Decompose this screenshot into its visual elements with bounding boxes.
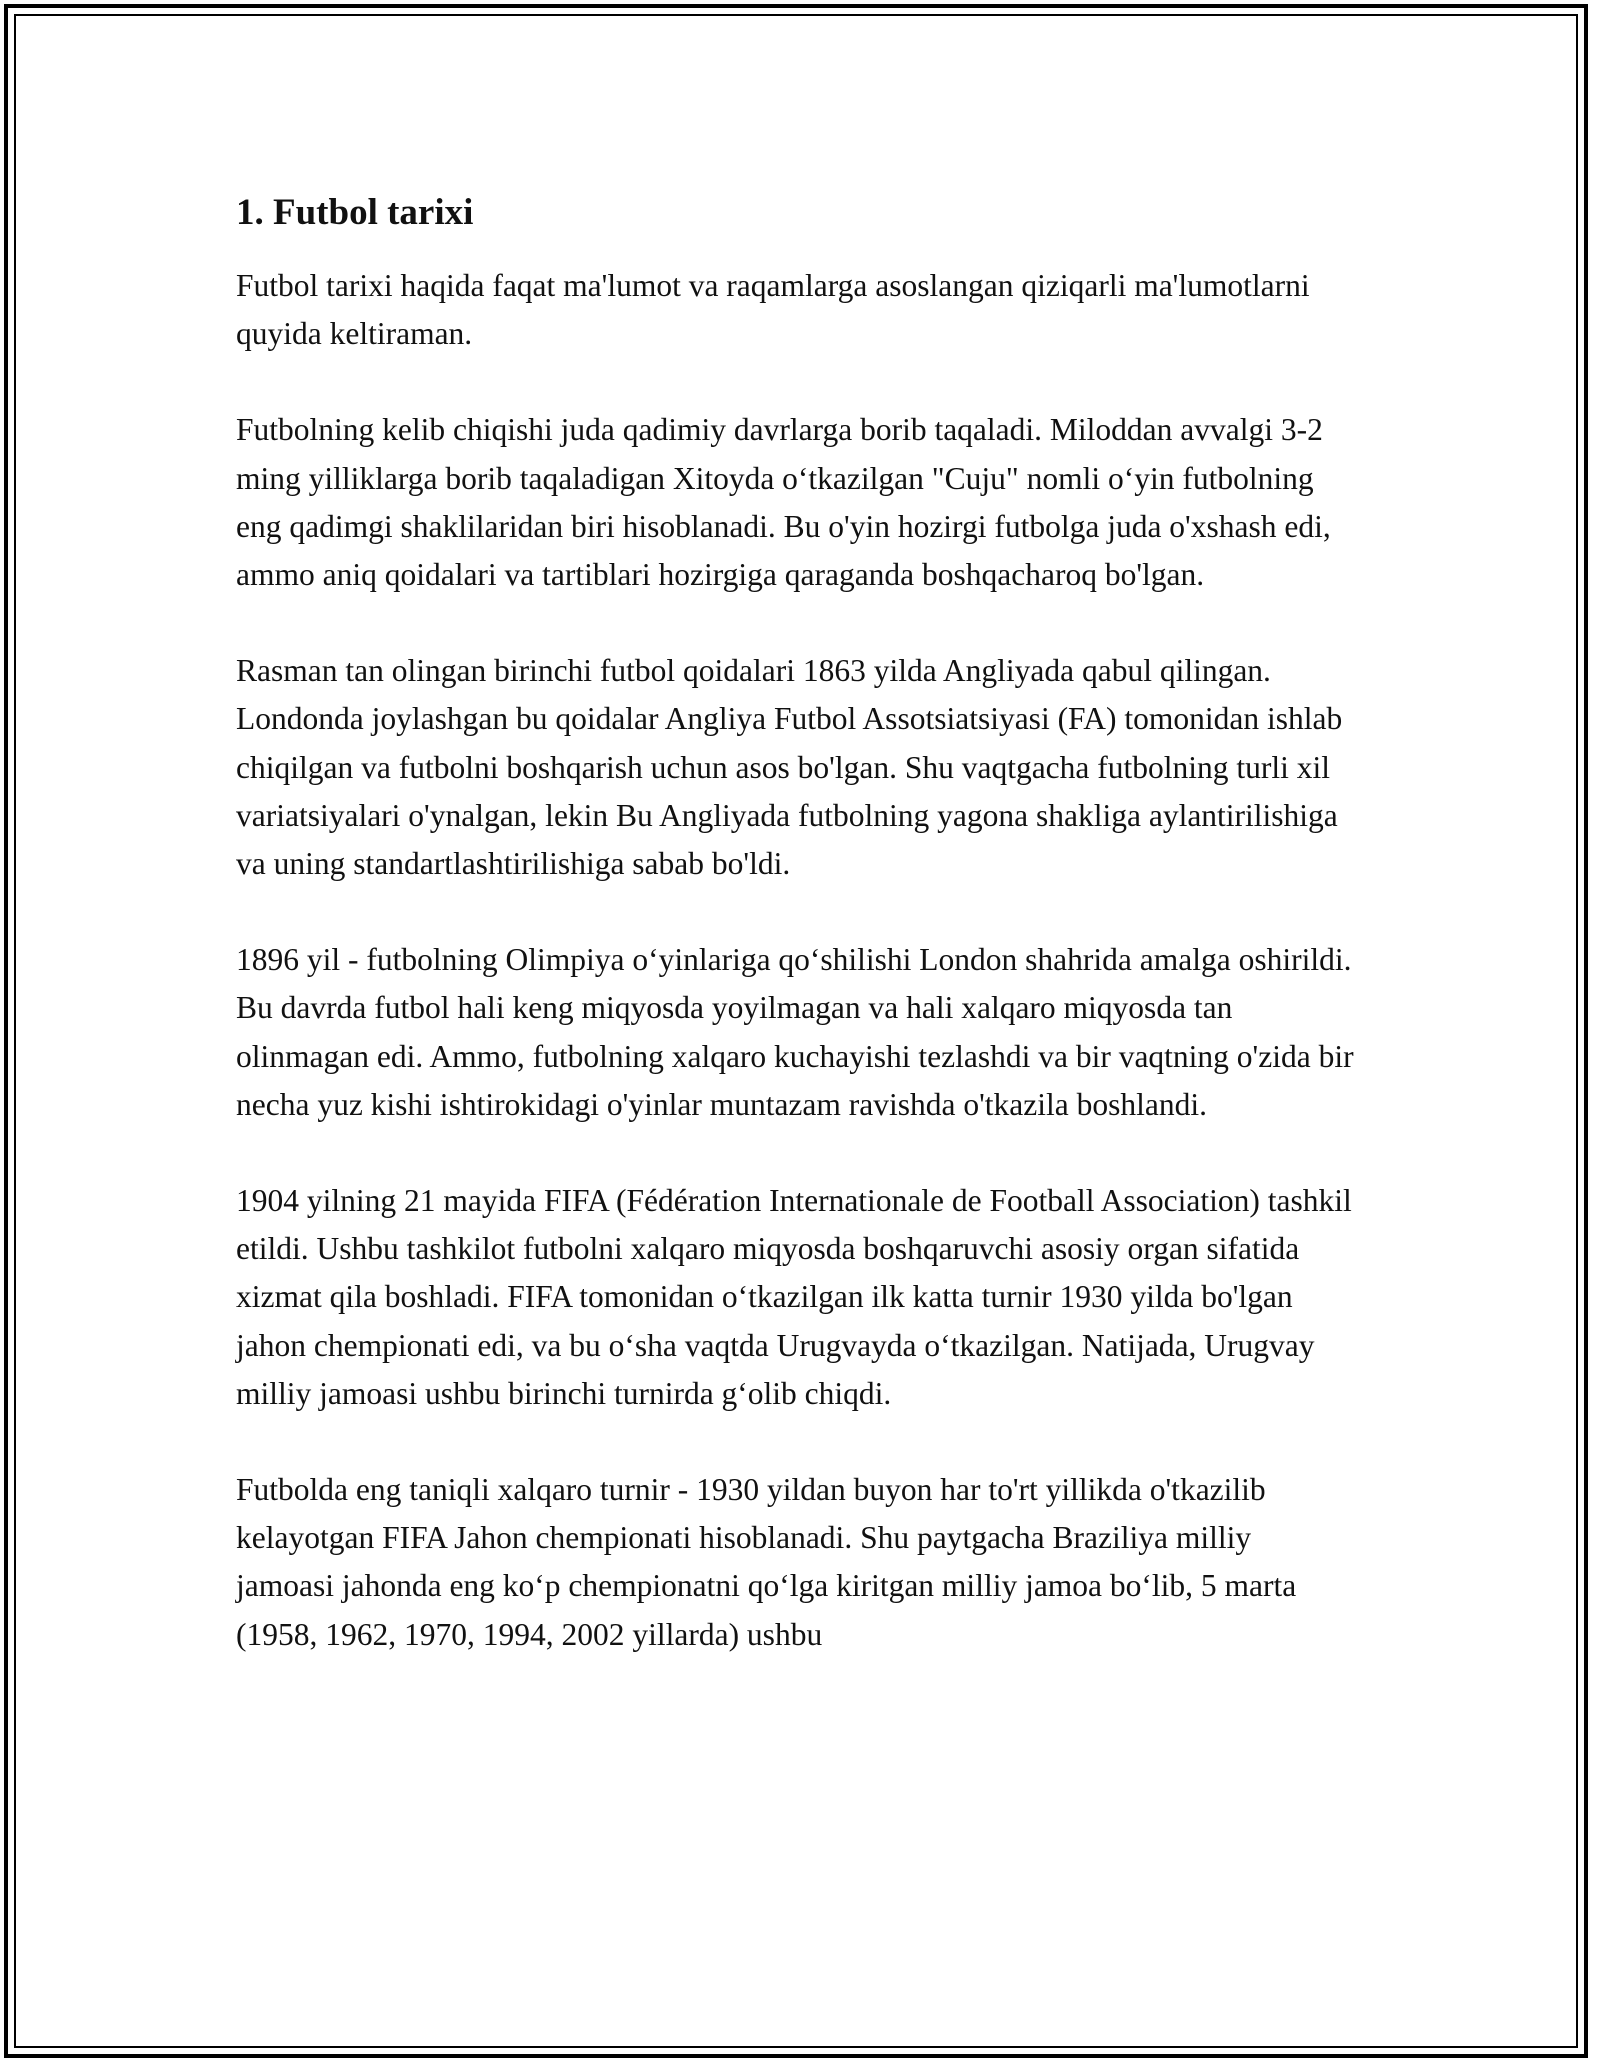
paragraph-olympics: 1896 yil - futbolning Olimpiya o‘yinlariga qo‘shilishi London shahrida amalga oshirildi. Bu davrda futbol hali keng miqyosda yoyilmagan va hali xalqaro miqyosda tan olinmagan edi. Ammo, futbolning xalqaro kuchayishi tezlashdi va bir vaqtning o'zida bir necha yuz kishi ishtirokidagi o'yinlar muntazam ravishda o'tkazila boshlandi.	[236, 942, 1354, 1122]
paragraph-origins: Futbolning kelib chiqishi juda qadimiy davrlarga borib taqaladi. Miloddan avvalgi 3-2 ming yilliklarga borib taqaladigan Xitoyda o‘tkazilgan "Cuju" nomli o‘yin futbolning eng qadimgi shaklilaridan biri hisoblanadi. Bu o'yin hozirgi futbolga juda o'xshash edi, ammo aniq qoidalari va tartiblari hozirgiga qaraganda boshqacharoq bo'lgan.	[236, 412, 1331, 593]
paragraph-world-cup: Futbolda eng taniqli xalqaro turnir - 1930 yildan buyon har to'rt yillikda o'tkazilib kelayotgan FIFA Jahon chempionati hisoblanadi. Shu paytgacha Braziliya milliy jamoasi jahonda eng ko‘p chempionatni qo‘lga kiritgan milliy jamoa bo‘lib, 5 marta (1958, 1962, 1970, 1994, 2002 yillarda) ushbu	[236, 1472, 1297, 1652]
paragraph-fifa-founding: 1904 yilning 21 mayida FIFA (Fédération Internationale de Football Association) tashkil etildi. Ushbu tashkilot futbolni xalqaro miqyosda boshqaruvchi asosiy organ sifatida xizmat qila boshladi. FIFA tomonidan o‘tkazilgan ilk katta turnir 1930 yilda bo'lgan jahon chempionati edi, va bu o‘sha vaqtda Urugvayda o‘tkazilgan. Natijada, Urugvay milliy jamoasi ushbu birinchi turnirda g‘olib chiqdi.	[236, 1183, 1352, 1411]
document-body	[236, 186, 1356, 1707]
section-heading: 1. Futbol tarixi	[236, 192, 474, 233]
paragraph-intro: Futbol tarixi haqida faqat ma'lumot va raqamlarga asoslangan qiziqarli ma'lumotlarni quyida keltiraman.	[236, 268, 1310, 352]
paragraph-first-rules: Rasman tan olingan birinchi futbol qoidalari 1863 yilda Angliyada qabul qilingan. Londonda joylashgan bu qoidalar Angliya Futbol Assotsiatsiyasi (FA) tomonidan ishlab chiqilgan va futbolni boshqarish uchun asos bo'lgan. Shu vaqtgacha futbolning turli xil variatsiyalari o'ynalgan, lekin Bu Angliyada futbolning yagona shakliga aylantirilishiga va uning standartlashtirilishiga sabab bo'ldi.	[236, 653, 1343, 882]
